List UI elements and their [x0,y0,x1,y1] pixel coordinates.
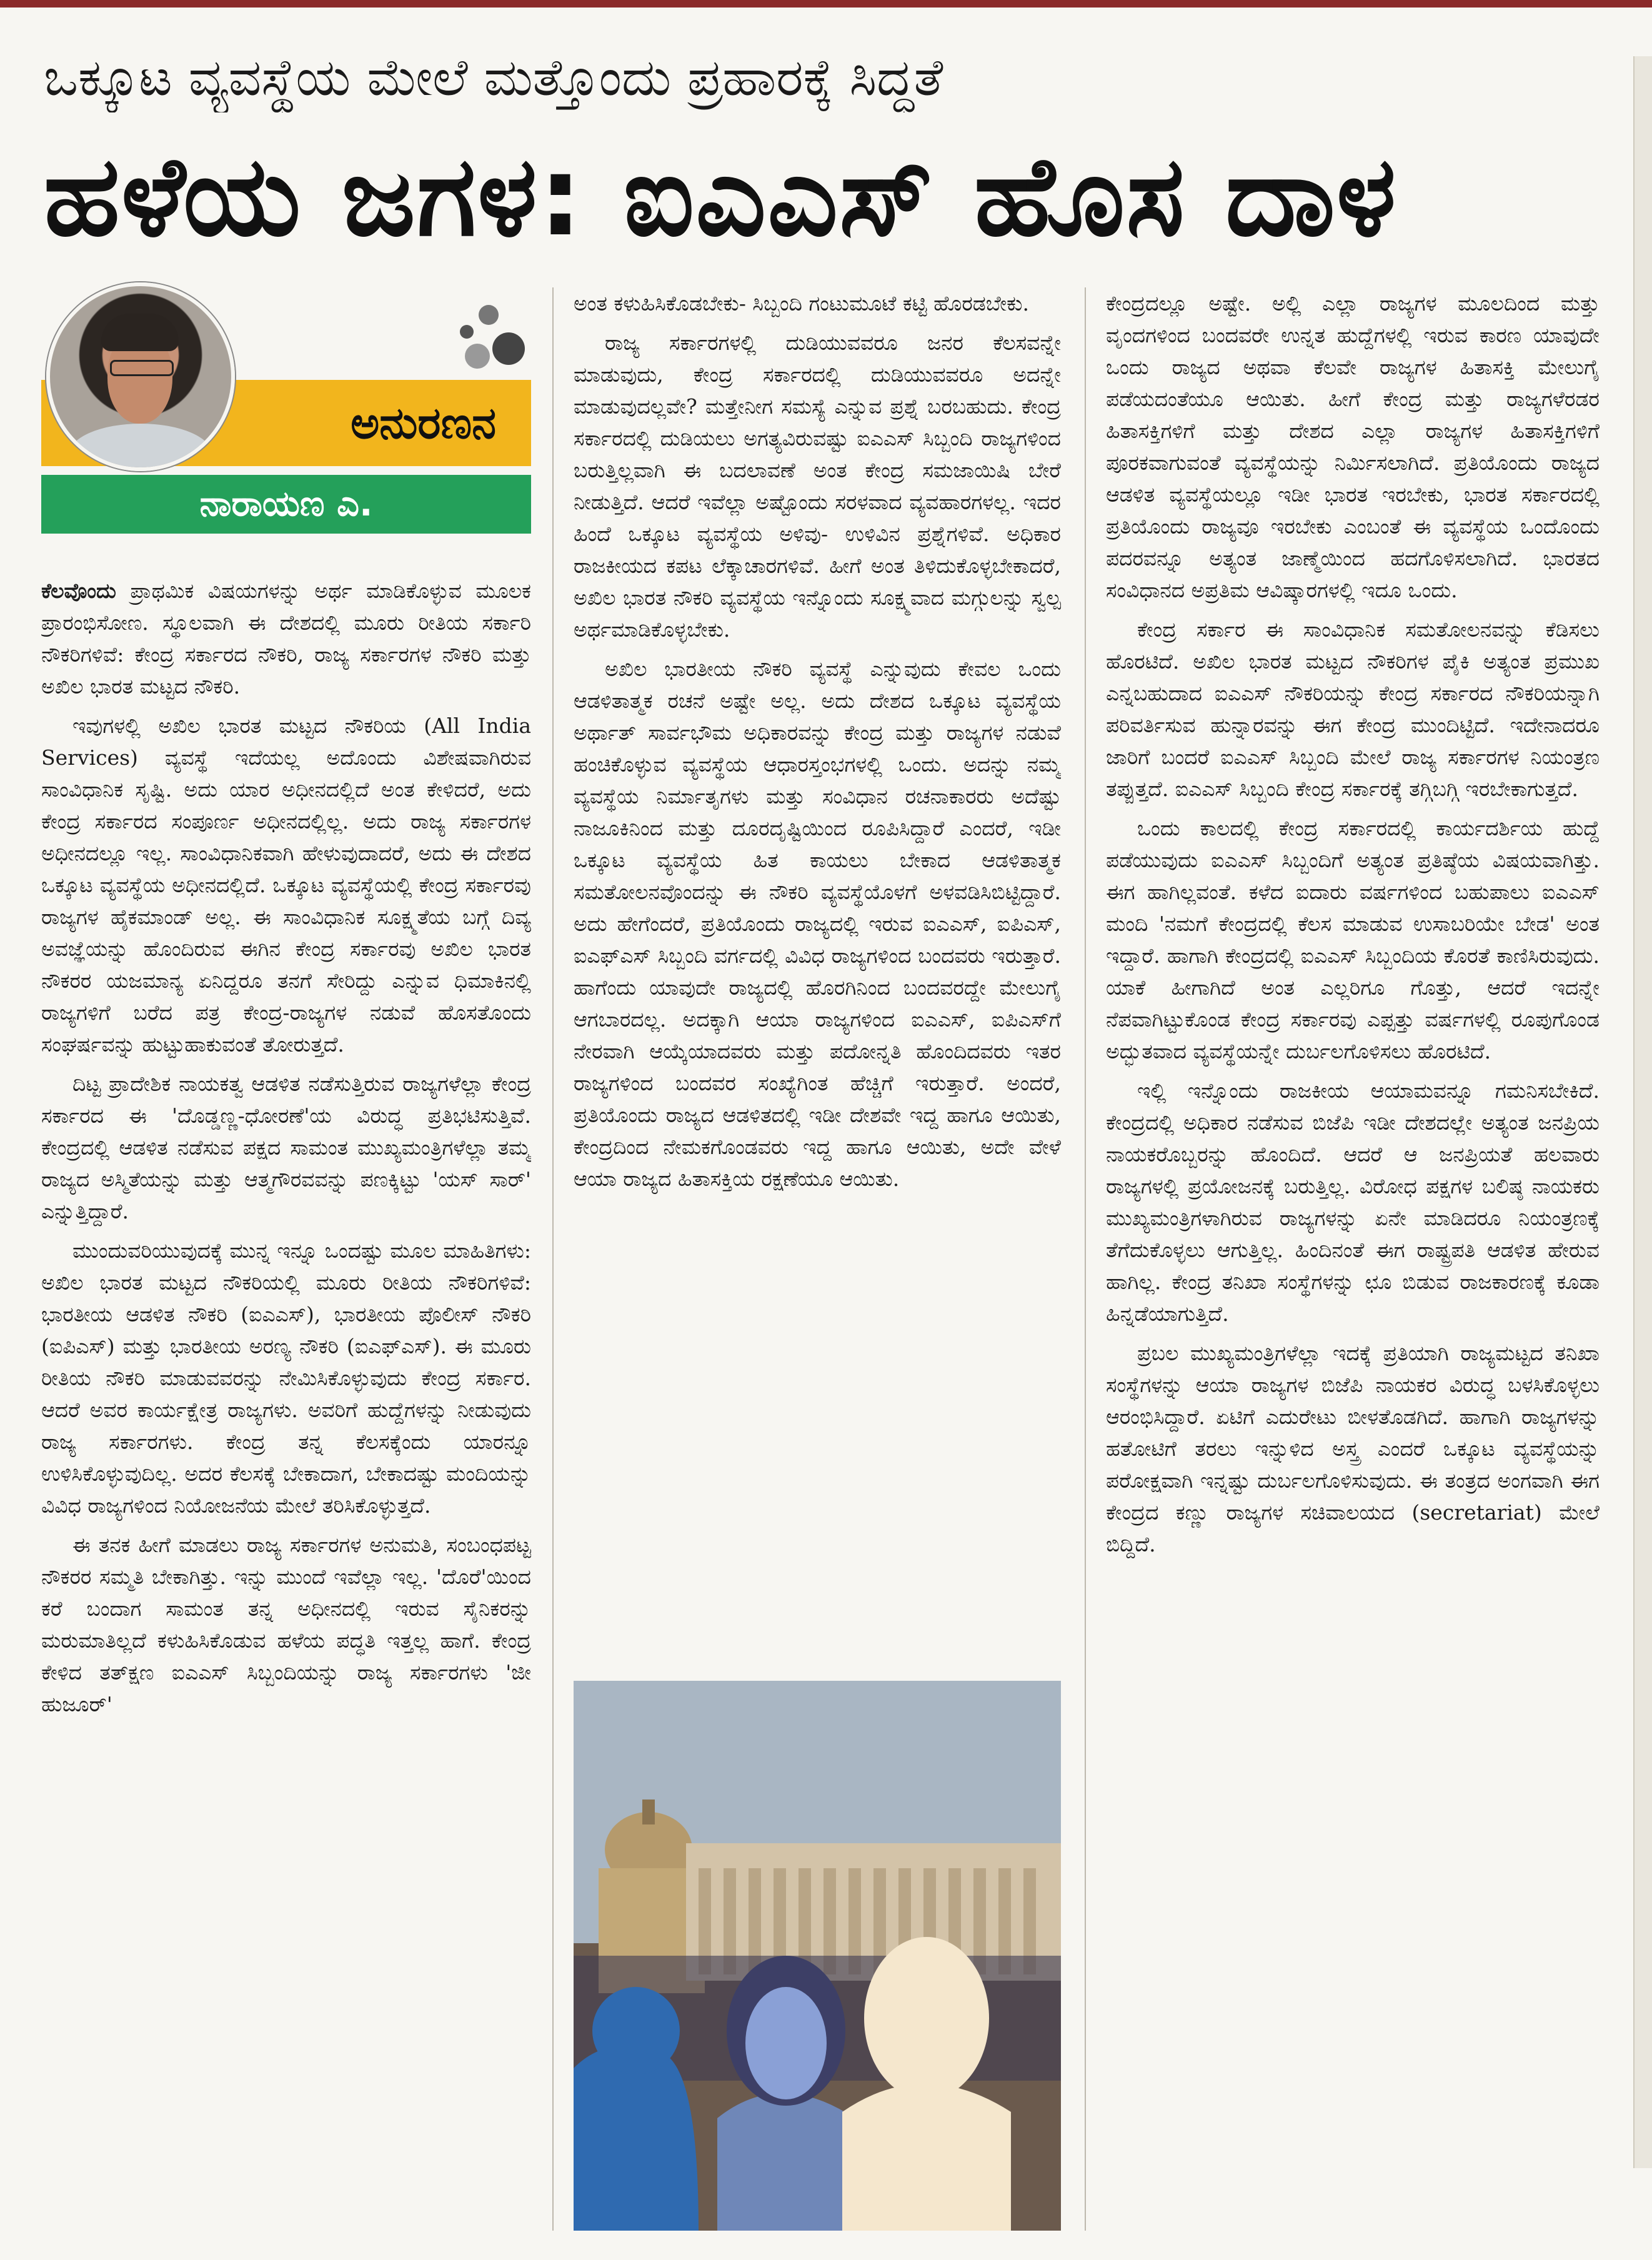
author-photo [46,282,235,471]
paragraph: ಮುಂದುವರಿಯುವುದಕ್ಕೆ ಮುನ್ನ ಇನ್ನೂ ಒಂದಷ್ಟು ಮೂಲ ಮಾಹಿತಿಗಳು: ಅಖಿಲ ಭಾರತ ಮಟ್ಟದ ನೌಕರಿಯಲ್ಲಿ ಮೂರು ರೀತಿಯ ನೌಕರಿಗಳಿವೆ: ಭಾರತೀಯ ಆಡಳಿತ ನೌಕರಿ (ಐಎಎಸ್), ಭಾರತೀಯ ಪೊಲೀಸ್ ನೌಕರಿ (ಐಪಿಎಸ್) ಮತ್ತು ಭಾರತೀಯ ಅರಣ್ಯ ನೌಕರಿ (ಐಎಫ್ಎಸ್). ಈ ಮೂರು ರೀತಿಯ ನೌಕರಿ ಮಾಡುವವರನ್ನು ನೇಮಿಸಿಕೊಳ್ಳುವುದು ಕೇಂದ್ರ ಸರ್ಕಾರ. ಆದರೆ ಅವರ ಕಾರ್ಯಕ್ಷೇತ್ರ ರಾಜ್ಯಗಳು. ಅವರಿಗೆ ಹುದ್ದೆಗಳನ್ನು ನೀಡುವುದು ರಾಜ್ಯ ಸರ್ಕಾರಗಳು. ಕೇಂದ್ರ ತನ್ನ ಕೆಲಸಕ್ಕೆಂದು ಯಾರನ್ನೂ ಉಳಿಸಿಕೊಳ್ಳುವುದಿಲ್ಲ. ಅದರ ಕೆಲಸಕ್ಕೆ ಬೇಕಾದಾಗ, ಬೇಕಾದಷ್ಟು ಮಂದಿಯನ್ನು ವಿವಿಧ ರಾಜ್ಯಗಳಿಂದ ನಿಯೋಜನೆಯ ಮೇಲೆ ತರಿಸಿಕೊಳ್ಳುತ್ತದೆ. [41,1238,531,1518]
headline: ಹಳೆಯ ಜಗಳ: ಐಎಎಸ್ ಹೊಸ ದಾಳ [44,132,1398,261]
adjacent-page-edge [1633,56,1652,2168]
illustration-photo [574,1681,1061,2231]
lead-word: ಕೆಲವೊಂದು [41,579,116,603]
paragraph: ಅಖಿಲ ಭಾರತೀಯ ನೌಕರಿ ವ್ಯವಸ್ಥೆ ಎನ್ನುವುದು ಕೇವಲ ಒಂದು ಆಡಳಿತಾತ್ಮಕ ರಚನೆ ಅಷ್ಟೇ ಅಲ್ಲ. ಅದು ದೇಶದ ಒಕ್ಕೂಟ ವ್ಯವಸ್ಥೆಯ ಅರ್ಥಾತ್ ಸಾರ್ವಭೌಮ ಅಧಿಕಾರವನ್ನು ಕೇಂದ್ರ ಮತ್ತು ರಾಜ್ಯಗಳ ನಡುವೆ ಹಂಚಿಕೊಳ್ಳುವ ವ್ಯವಸ್ಥೆಯ ಆಧಾರಸ್ತಂಭಗಳಲ್ಲಿ ಒಂದು. ಅದನ್ನು ನಮ್ಮ ವ್ಯವಸ್ಥೆಯ ನಿರ್ಮಾತೃಗಳು ಮತ್ತು ಸಂವಿಧಾನ ರಚನಾಕಾರರು ಅದೆಷ್ಟು ನಾಜೂಕಿನಿಂದ ಮತ್ತು ದೂರದೃಷ್ಟಿಯಿಂದ ರೂಪಿಸಿದ್ದಾರೆ ಎಂದರೆ, ಇಡೀ ಒಕ್ಕೂಟ ವ್ಯವಸ್ಥೆಯ ಹಿತ ಕಾಯಲು ಬೇಕಾದ ಆಡಳಿತಾತ್ಮಕ ಸಮತೋಲನವೊಂದನ್ನು ಈ ನೌಕರಿ ವ್ಯವಸ್ಥೆಯೊಳಗೆ ಅಳವಡಿಸಿಬಿಟ್ಟಿದ್ದಾರೆ. ಅದು ಹೇಗೆಂದರೆ, ಪ್ರತಿಯೊಂದು ರಾಜ್ಯದಲ್ಲಿ ಇರುವ ಐಎಎಸ್, ಐಪಿಎಸ್, ಐಎಫ್ಎಸ್ ಸಿಬ್ಬಂದಿ ವರ್ಗದಲ್ಲಿ ವಿವಿಧ ರಾಜ್ಯಗಳಿಂದ ಬಂದವರು ಇರುತ್ತಾರೆ. ಹಾಗೆಂದು ಯಾವುದೇ ರಾಜ್ಯದಲ್ಲಿ ಹೊರಗಿನಿಂದ ಬಂದವರದ್ದೇ ಮೇಲುಗೈ ಆಗಬಾರದಲ್ಲ. ಅದಕ್ಕಾಗಿ ಆಯಾ ರಾಜ್ಯಗಳಿಂದ ಐಎಎಸ್, ಐಪಿಎಸ್‌ಗೆ ನೇರವಾಗಿ ಆಯ್ಕೆಯಾದವರು ಮತ್ತು ಪದೋನ್ನತಿ ಹೊಂದಿದವರು ಇತರ ರಾಜ್ಯಗಳಿಂದ ಬಂದವರ ಸಂಖ್ಯೆಗಿಂತ ಹೆಚ್ಚಿಗೆ ಇರುತ್ತಾರೆ. ಅಂದರೆ, ಪ್ರತಿಯೊಂದು ರಾಜ್ಯದ ಆಡಳಿತದಲ್ಲಿ ಇಡೀ ದೇಶವೇ ಇದ್ದ ಹಾಗೂ ಆಯಿತು, ಕೇಂದ್ರದಿಂದ ನೇಮಕಗೊಂಡವರು ಇದ್ದ ಹಾಗೂ ಆಯಿತು, ಅದೇ ವೇಳೆ ಆಯಾ ರಾಜ್ಯದ ಹಿತಾಸಕ್ತಿಯ ರಕ್ಷಣೆಯೂ ಆಯಿತು. [574,657,1061,1191]
column-2 [574,287,1061,1637]
paragraph: ಇವುಗಳಲ್ಲಿ ಅಖಿಲ ಭಾರತ ಮಟ್ಟದ ನೌಕರಿಯ (All India Services) ವ್ಯವಸ್ಥೆ ಇದೆಯಲ್ಲ ಅದೊಂದು ವಿಶೇಷವಾಗಿರುವ ಸಾಂವಿಧಾನಿಕ ಸೃಷ್ಟಿ. ಅದು ಯಾರ ಅಧೀನದಲ್ಲಿದೆ ಅಂತ ಕೇಳಿದರೆ, ಅದು ಕೇಂದ್ರ ಸರ್ಕಾರದ ಸಂಪೂರ್ಣ ಅಧೀನದಲ್ಲಿಲ್ಲ. ಅದು ರಾಜ್ಯ ಸರ್ಕಾರಗಳ ಅಧೀನದಲ್ಲೂ ಇಲ್ಲ. ಸಾಂವಿಧಾನಿಕವಾಗಿ ಹೇಳುವುದಾದರೆ, ಅದು ಈ ದೇಶದ ಒಕ್ಕೂಟ ವ್ಯವಸ್ಥೆಯ ಅಧೀನದಲ್ಲಿದೆ. ಒಕ್ಕೂಟ ವ್ಯವಸ್ಥೆಯಲ್ಲಿ ಕೇಂದ್ರ ಸರ್ಕಾರವು ರಾಜ್ಯಗಳ ಹೈಕಮಾಂಡ್ ಅಲ್ಲ. ಈ ಸಾಂವಿಧಾನಿಕ ಸೂಕ್ಷ್ಮತೆಯ ಬಗ್ಗೆ ದಿವ್ಯ ಅವಜ್ಞೆಯನ್ನು ಹೊಂದಿರುವ ಈಗಿನ ಕೇಂದ್ರ ಸರ್ಕಾರವು ಅಖಿಲ ಭಾರತ ನೌಕರರ ಯಜಮಾನ್ಯ ಏನಿದ್ದರೂ ತನಗೆ ಸೇರಿದ್ದು ಎನ್ನುವ ಧಿಮಾಕಿನಲ್ಲಿ ರಾಜ್ಯಗಳಿಗೆ ಬರೆದ ಪತ್ರ ಕೇಂದ್ರ-ರಾಜ್ಯಗಳ ನಡುವೆ ಹೊಸತೊಂದು ಸಂಘರ್ಷವನ್ನು ಹುಟ್ಟುಹಾಕುವಂತೆ ತೋರುತ್ತದೆ. [41,714,531,1057]
top-color-bar [0,0,1652,7]
column-1 [41,575,531,2231]
column-divider [1085,287,1086,2231]
kicker: ಒಕ್ಕೂಟ ವ್ಯವಸ್ಥೆಯ ಮೇಲೆ ಮತ್ತೊಂದು ಪ್ರಹಾರಕ್ಕೆ ಸಿದ್ಧತೆ [44,48,943,107]
column-3 [1106,287,1600,2231]
paragraph: ಈ ತನಕ ಹೀಗೆ ಮಾಡಲು ರಾಜ್ಯ ಸರ್ಕಾರಗಳ ಅನುಮತಿ, ಸಂಬಂಧಪಟ್ಟ ನೌಕರರ ಸಮ್ಮತಿ ಬೇಕಾಗಿತ್ತು. ಇನ್ನು ಮುಂದೆ ಇವೆಲ್ಲಾ ಇಲ್ಲ. 'ದೊರೆ'ಯಿಂದ ಕರೆ ಬಂದಾಗ ಸಾಮಂತ ತನ್ನ ಅಧೀನದಲ್ಲಿ ಇರುವ ಸೈನಿಕರನ್ನು ಮರುಮಾತಿಲ್ಲದೆ ಕಳುಹಿಸಿಕೊಡುವ ಹಳೆಯ ಪದ್ಧತಿ ಇತ್ತಲ್ಲ ಹಾಗೆ. ಕೇಂದ್ರ ಕೇಳಿದ ತತ್‌ಕ್ಷಣ ಐಎಎಸ್ ಸಿಬ್ಬಂದಿಯನ್ನು ರಾಜ್ಯ ಸರ್ಕಾರಗಳು 'ಜೀ ಹುಜೂರ್' [41,1533,531,1716]
paragraph: ಪ್ರಬಲ ಮುಖ್ಯಮಂತ್ರಿಗಳೆಲ್ಲಾ ಇದಕ್ಕೆ ಪ್ರತಿಯಾಗಿ ರಾಜ್ಯಮಟ್ಟದ ತನಿಖಾ ಸಂಸ್ಥೆಗಳನ್ನು ಆಯಾ ರಾಜ್ಯಗಳ ಬಿಜೆಪಿ ನಾಯಕರ ವಿರುದ್ಧ ಬಳಸಿಕೊಳ್ಳಲು ಆರಂಭಿಸಿದ್ದಾರೆ. ಏಟಿಗೆ ಎದುರೇಟು ಬೀಳತೊಡಗಿದೆ. ಹಾಗಾಗಿ ರಾಜ್ಯಗಳನ್ನು ಹತೋಟಿಗೆ ತರಲು ಇನ್ನುಳಿದ ಅಸ್ತ್ರ ಎಂದರೆ ಒಕ್ಕೂಟ ವ್ಯವಸ್ಥೆಯನ್ನು ಪರೋಕ್ಷವಾಗಿ ಇನ್ನಷ್ಟು ದುರ್ಬಲಗೊಳಿಸುವುದು. ಈ ತಂತ್ರದ ಅಂಗವಾಗಿ ಈಗ ಕೇಂದ್ರದ ಕಣ್ಣು ರಾಜ್ಯಗಳ ಸಚಿವಾಲಯದ (secretariat) ಮೇಲೆ ಬಿದ್ದಿದೆ. [1106,1341,1600,1556]
paragraph: ಕೆಲವೊಂದು ಪ್ರಾಥಮಿಕ ವಿಷಯಗಳನ್ನು ಅರ್ಥ ಮಾಡಿಕೊಳ್ಳುವ ಮೂಲಕ ಪ್ರಾರಂಭಿಸೋಣ. ಸ್ಥೂಲವಾಗಿ ಈ ದೇಶದಲ್ಲಿ ಮೂರು ರೀತಿಯ ಸರ್ಕಾರಿ ನೌಕರಿಗಳಿವೆ: ಕೇಂದ್ರ ಸರ್ಕಾರದ ನೌಕರಿ, ರಾಜ್ಯ ಸರ್ಕಾರಗಳ ನೌಕರಿ ಮತ್ತು ಅಖಿಲ ಭಾರತ ಮಟ್ಟದ ನೌಕರಿ. [41,579,531,699]
byline-box [41,275,531,534]
paragraph: ಕೇಂದ್ರದಲ್ಲೂ ಅಷ್ಟೇ. ಅಲ್ಲಿ ಎಲ್ಲಾ ರಾಜ್ಯಗಳ ಮೂಲದಿಂದ ಮತ್ತು ವೃಂದಗಳಿಂದ ಬಂದವರೇ ಉನ್ನತ ಹುದ್ದೆಗಳಲ್ಲಿ ಇರುವ ಕಾರಣ ಯಾವುದೇ ಒಂದು ರಾಜ್ಯದ ಅಥವಾ ಕೆಲವೇ ರಾಜ್ಯಗಳ ಹಿತಾಸಕ್ತಿ ಮೇಲುಗೈ ಪಡೆಯದಂತೆಯೂ ಆಯಿತು. ಹೀಗೆ ಕೇಂದ್ರ ಮತ್ತು ರಾಜ್ಯಗಳೆರಡರ ಹಿತಾಸಕ್ತಿಗಳಿಗೆ ಮತ್ತು ದೇಶದ ಎಲ್ಲಾ ರಾಜ್ಯಗಳ ಹಿತಾಸಕ್ತಿಗಳಿಗೆ ಪೂರಕವಾಗುವಂತೆ ವ್ಯವಸ್ಥೆಯನ್ನು ನಿರ್ಮಿಸಲಾಗಿದೆ. ಪ್ರತಿಯೊಂದು ರಾಜ್ಯದ ಆಡಳಿತ ವ್ಯವಸ್ಥೆಯಲ್ಲೂ ಇಡೀ ಭಾರತ ಇರಬೇಕು, ಭಾರತ ಸರ್ಕಾರದಲ್ಲಿ ಪ್ರತಿಯೊಂದು ರಾಜ್ಯವೂ ಇರಬೇಕು ಎಂಬಂತೆ ಈ ವ್ಯವಸ್ಥೆಯ ಒಂದೊಂದು ಪದರವನ್ನೂ ಅತ್ಯಂತ ಜಾಣ್ಮೆಯಿಂದ ಹದಗೊಳಿಸಲಾಗಿದೆ. ಭಾರತದ ಸಂವಿಧಾನದ ಅಪ್ರತಿಮ ಆವಿಷ್ಕಾರಗಳಲ್ಲಿ ಇದೂ ಒಂದು. [1106,291,1600,602]
decorative-dots-icon [454,300,541,375]
paragraph: ಒಂದು ಕಾಲದಲ್ಲಿ ಕೇಂದ್ರ ಸರ್ಕಾರದಲ್ಲಿ ಕಾರ್ಯದರ್ಶಿಯ ಹುದ್ದೆ ಪಡೆಯುವುದು ಐಎಎಸ್ ಸಿಬ್ಬಂದಿಗೆ ಅತ್ಯಂತ ಪ್ರತಿಷ್ಠೆಯ ವಿಷಯವಾಗಿತ್ತು. ಈಗ ಹಾಗಿಲ್ಲವಂತೆ. ಕಳೆದ ಐದಾರು ವರ್ಷಗಳಿಂದ ಬಹುಪಾಲು ಐಎಎಸ್ ಮಂದಿ 'ನಮಗೆ ಕೇಂದ್ರದಲ್ಲಿ ಕೆಲಸ ಮಾಡುವ ಉಸಾಬರಿಯೇ ಬೇಡ' ಅಂತ ಇದ್ದಾರೆ. ಹಾಗಾಗಿ ಕೇಂದ್ರದಲ್ಲಿ ಐಎಎಸ್ ಸಿಬ್ಬಂದಿಯ ಕೊರತೆ ಕಾಣಿಸಿರುವುದು. ಯಾಕೆ ಹೀಗಾಗಿದೆ ಅಂತ ಎಲ್ಲರಿಗೂ ಗೊತ್ತು, ಆದರೆ ಇದನ್ನೇ ನೆಪವಾಗಿಟ್ಟುಕೊಂಡ ಕೇಂದ್ರ ಸರ್ಕಾರವು ಎಪ್ಪತ್ತು ವರ್ಷಗಳಲ್ಲಿ ರೂಪುಗೊಂಡ ಅದ್ಭುತವಾದ ವ್ಯವಸ್ಥೆಯನ್ನೇ ದುರ್ಬಲಗೊಳಿಸಲು ಹೊರಟಿದೆ. [1106,816,1600,1063]
paragraph: ಅಂತ ಕಳುಹಿಸಿಕೊಡಬೇಕು- ಸಿಬ್ಬಂದಿ ಗಂಟುಮೂಟೆ ಕಟ್ಟಿ ಹೊರಡಬೇಕು. [574,291,1030,316]
parliament-illustration-icon [574,1681,1061,2231]
column-tag: ಅನುರಣನ [41,380,531,466]
paragraph: ರಾಜ್ಯ ಸರ್ಕಾರಗಳಲ್ಲಿ ದುಡಿಯುವವರೂ ಜನರ ಕೆಲಸವನ್ನೇ ಮಾಡುವುದು, ಕೇಂದ್ರ ಸರ್ಕಾರದಲ್ಲಿ ದುಡಿಯುವವರೂ ಅದನ್ನೇ ಮಾಡುವುದಲ್ಲವೇ? ಮತ್ತೇನೀಗ ಸಮಸ್ಯೆ ಎನ್ನುವ ಪ್ರಶ್ನೆ ಬರಬಹುದು. ಕೇಂದ್ರ ಸರ್ಕಾರದಲ್ಲಿ ದುಡಿಯಲು ಅಗತ್ಯವಿರುವಷ್ಟು ಐಎಎಸ್ ಸಿಬ್ಬಂದಿ ರಾಜ್ಯಗಳಿಂದ ಬರುತ್ತಿಲ್ಲವಾಗಿ ಈ ಬದಲಾವಣೆ ಅಂತ ಕೇಂದ್ರ ಸಮಜಾಯಿಷಿ ಬೇರೆ ನೀಡುತ್ತಿದೆ. ಆದರೆ ಇವೆಲ್ಲಾ ಅಷ್ಟೊಂದು ಸರಳವಾದ ವ್ಯವಹಾರಗಳಲ್ಲ. ಇದರ ಹಿಂದೆ ಒಕ್ಕೂಟ ವ್ಯವಸ್ಥೆಯ ಅಳಿವು- ಉಳಿವಿನ ಪ್ರಶ್ನೆಗಳಿವೆ. ಅಧಿಕಾರ ರಾಜಕೀಯದ ಕಪಟ ಲೆಕ್ಕಾಚಾರಗಳಿವೆ. ಹೀಗೆ ಅಂತ ತಿಳಿದುಕೊಳ್ಳಬೇಕಾದರೆ, ಅಖಿಲ ಭಾರತ ನೌಕರಿ ವ್ಯವಸ್ಥೆಯ ಇನ್ನೊಂದು ಸೂಕ್ಷ್ಮವಾದ ಮಗ್ಗುಲನ್ನು ಸ್ವಲ್ಪ ಅರ್ಥಮಾಡಿಕೊಳ್ಳಬೇಕು. [574,331,1061,642]
paragraph: ಕೇಂದ್ರ ಸರ್ಕಾರ ಈ ಸಾಂವಿಧಾನಿಕ ಸಮತೋಲನವನ್ನು ಕೆಡಿಸಲು ಹೊರಟಿದೆ. ಅಖಿಲ ಭಾರತ ಮಟ್ಟದ ನೌಕರಿಗಳ ಪೈಕಿ ಅತ್ಯಂತ ಪ್ರಮುಖ ಎನ್ನಬಹುದಾದ ಐಎಎಸ್ ನೌಕರಿಯನ್ನು ಕೇಂದ್ರ ಸರ್ಕಾರದ ನೌಕರಿಯನ್ನಾಗಿ ಪರಿವರ್ತಿಸುವ ಹುನ್ನಾರವನ್ನು ಈಗ ಕೇಂದ್ರ ಮುಂದಿಟ್ಟಿದೆ. ಇದೇನಾದರೂ ಜಾರಿಗೆ ಬಂದರೆ ಐಎಎಸ್ ಸಿಬ್ಬಂದಿ ಮೇಲೆ ರಾಜ್ಯ ಸರ್ಕಾರಗಳ ನಿಯಂತ್ರಣ ತಪ್ಪುತ್ತದೆ. ಐಎಎಸ್ ಸಿಬ್ಬಂದಿ ಕೇಂದ್ರ ಸರ್ಕಾರಕ್ಕೆ ತಗ್ಗಿಬಗ್ಗಿ ಇರಬೇಕಾಗುತ್ತದೆ. [1106,617,1600,801]
paragraph: ದಿಟ್ಟ ಪ್ರಾದೇಶಿಕ ನಾಯಕತ್ವ ಆಡಳಿತ ನಡೆಸುತ್ತಿರುವ ರಾಜ್ಯಗಳೆಲ್ಲಾ ಕೇಂದ್ರ ಸರ್ಕಾರದ ಈ 'ದೊಡ್ಡಣ್ಣ-ಧೋರಣೆ'ಯ ವಿರುದ್ಧ ಪ್ರತಿಭಟಿಸುತ್ತಿವೆ. ಕೇಂದ್ರದಲ್ಲಿ ಆಡಳಿತ ನಡೆಸುವ ಪಕ್ಷದ ಸಾಮಂತ ಮುಖ್ಯಮಂತ್ರಿಗಳೆಲ್ಲಾ ತಮ್ಮ ರಾಜ್ಯದ ಅಸ್ಮಿತೆಯನ್ನು ಮತ್ತು ಆತ್ಮಗೌರವವನ್ನು ಪಣಕ್ಕಿಟ್ಟು 'ಯಸ್ ಸಾರ್' ಎನ್ನುತ್ತಿದ್ದಾರೆ. [41,1072,531,1223]
paragraph: ಇಲ್ಲಿ ಇನ್ನೊಂದು ರಾಜಕೀಯ ಆಯಾಮವನ್ನೂ ಗಮನಿಸಬೇಕಿದೆ. ಕೇಂದ್ರದಲ್ಲಿ ಅಧಿಕಾರ ನಡೆಸುವ ಬಿಜೆಪಿ ಇಡೀ ದೇಶದಲ್ಲೇ ಅತ್ಯಂತ ಜನಪ್ರಿಯ ನಾಯಕರೊಬ್ಬರನ್ನು ಹೊಂದಿದೆ. ಆದರೆ ಆ ಜನಪ್ರಿಯತೆ ಹಲವಾರು ರಾಜ್ಯಗಳಲ್ಲಿ ಪ್ರಯೋಜನಕ್ಕೆ ಬರುತ್ತಿಲ್ಲ. ವಿರೋಧ ಪಕ್ಷಗಳ ಬಲಿಷ್ಠ ನಾಯಕರು ಮುಖ್ಯಮಂತ್ರಿಗಳಾಗಿರುವ ರಾಜ್ಯಗಳನ್ನು ಏನೇ ಮಾಡಿದರೂ ನಿಯಂತ್ರಣಕ್ಕೆ ತೆಗೆದುಕೊಳ್ಳಲು ಆಗುತ್ತಿಲ್ಲ. ಹಿಂದಿನಂತೆ ಈಗ ರಾಷ್ಟ್ರಪತಿ ಆಡಳಿತ ಹೇರುವ ಹಾಗಿಲ್ಲ. ಕೇಂದ್ರ ತನಿಖಾ ಸಂಸ್ಥೆಗಳನ್ನು ಛೂ ಬಿಡುವ ರಾಜಕಾರಣಕ್ಕೆ ಕೂಡಾ ಹಿನ್ನಡೆಯಾಗುತ್ತಿದೆ. [1106,1078,1600,1326]
column-divider [552,287,554,2231]
author-name: ನಾರಾಯಣ ಎ. [41,475,531,534]
